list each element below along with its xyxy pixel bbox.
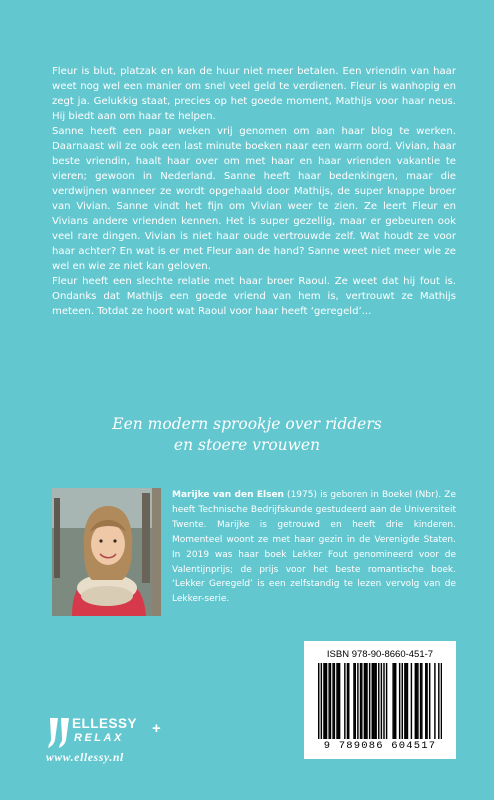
barcode-bar [373,663,374,739]
barcode-bar [394,663,395,739]
author-photo [52,488,161,616]
publisher-imprint: RELAX [74,732,124,744]
barcode-bar [441,663,442,739]
tagline-line-2: en stoere vrouwen [173,436,321,454]
barcode-bar [339,663,340,739]
isbn-label: ISBN 978-90-8660-451-7 [326,649,434,660]
barcode-bar [366,663,367,739]
barcode-bar [411,663,412,739]
author-portrait-image [52,488,161,616]
barcode-bar [372,663,373,739]
barcode-bar [420,663,421,739]
barcode-bar [405,663,406,739]
barcode-bar [344,663,345,739]
barcode-bar [364,663,365,739]
barcode-bar [392,663,393,739]
barcode-bar [399,663,400,739]
barcode-bar [355,663,356,739]
barcode-bar [421,663,422,739]
barcode-bar [361,663,362,739]
tagline-line-1: Een modern sprookje over ridders [112,415,382,433]
barcode-image [318,663,442,741]
author-name: Marijke van den Elsen [172,490,284,500]
barcode-bar [375,663,376,739]
barcode-bar [369,663,370,739]
barcode-bar [318,663,319,739]
barcode-bar [323,663,324,739]
barcode-bar [330,663,331,739]
publisher-mark-icon [46,716,72,750]
barcode-panel [304,641,456,759]
barcode-bar [434,663,435,739]
barcode-bar [360,663,361,739]
barcode-bar [381,663,382,739]
barcode-bar [332,663,333,739]
tagline [0,414,494,456]
barcode-bar [395,663,396,739]
blurb-paragraph-3: Fleur heeft een slechte relatie met haar broer Raoul. Ze weet dat hij fout is. Ondanks dat Mathijs een goede vriend van hem is, vertrouwt ze Mathijs meteen. Totdat ze hoort wat Raoul voor haar heeft ‘geregeld’... [52,276,456,317]
barcode-bar [336,663,337,739]
author-bio [172,488,456,607]
barcode-bar [426,663,427,739]
blurb-paragraph-2: Sanne heeft een paar weken vrij genomen om aan haar blog te werken. Daarnaast wil ze ook een last minute boeken naar een warm oord. Vivian, haar beste vriendin, haalt haar over om met haar en haar vrienden vakantie te vieren; gewoon in Nederland. Sanne heeft haar bedenkingen, maar die verdwijnen wanneer ze wordt opgehaald door Mathijs, de super knappe broer van Vivian. Sanne vindt het fijn om Vivian weer te zien. Ze leert Fleur en Vivians andere vrienden kennen. Het is super gezellig, maar er gebeuren ook veel rare dingen. Vivian is niet haar oude vertrouwde zelf. Wat houdt ze voor haar achter? En wat is er met Fleur aan de hand? Sanne weet niet meer wie ze wel en wie ze niet kan geloven. [52,126,456,272]
barcode-bar [438,663,439,739]
barcode-bar [416,663,417,739]
barcode-bar [328,663,329,739]
publisher-logo [46,716,176,774]
barcode-bar [353,663,354,739]
barcode-bar [357,663,358,739]
barcode-bar [415,663,416,739]
barcode-bar [338,663,339,739]
barcode-bar [417,663,418,739]
back-cover-blurb [52,64,456,319]
barcode-bar [407,663,408,739]
barcode-bar [365,663,366,739]
blurb-paragraph-1: Fleur is blut, platzak en kan de huur niet meer betalen. Een vriendin van haar weet nog wel een manier om snel veel geld te verdienen. Fleur is wanhopig en zegt ja. Gelukkig staat, precies op het goede moment, Mathijs voor haar neus. Hij biedt aan om haar te helpen. [52,66,456,122]
barcode-bar [404,663,405,739]
barcode-bar [321,663,322,739]
barcode-bar [326,663,327,739]
barcode-bar [386,663,387,739]
barcode-bar [325,663,326,739]
barcode-bar [429,663,430,739]
barcode-digits: 9 789086 604517 [323,740,437,752]
publisher-url: www.ellessy.nl [46,752,124,764]
barcode-bar [334,663,335,739]
barcode-bar [378,663,379,739]
barcode-bar [425,663,426,739]
publisher-name: ELLESSY [72,716,138,731]
author-bio-text: (1975) is geboren in Boekel (Nbr). Ze heeft Technische Bedrijfskunde gestudeerd aan de Universiteit Twente. Marijke is getrouwd en heeft drie kinderen. Momenteel woont ze met haar gezin in de Verenigde Staten. In 2019 was haar boek Lekker Fout genomineerd voor de Valentijnprijs; de prijs voor het beste romantische boek. ‘Lekker Geregeld’ is een zelfstandig te lezen vervolg van de Lekker-serie. [172,490,456,605]
barcode-bar [402,663,403,739]
publisher-plus-icon: + [152,720,161,737]
barcode-bar [374,663,375,739]
barcode-bar [347,663,348,739]
barcode-bar [383,663,384,739]
barcode-bar [348,663,349,739]
